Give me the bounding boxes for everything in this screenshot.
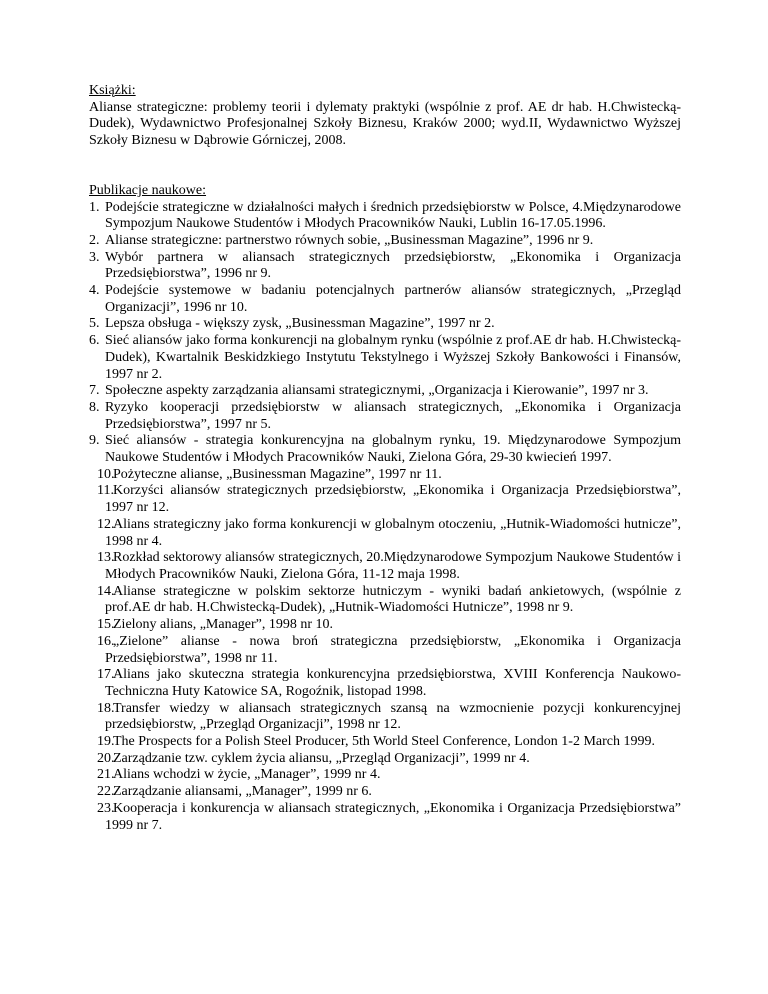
publication-item bbox=[89, 200, 681, 233]
publication-item bbox=[89, 433, 681, 466]
publication-text: Ryzyko kooperacji przedsiębiorstw w aliansach strategicznych, „Ekonomika i Organizacja Przedsiębiorstwa”, 1997 nr 5. bbox=[105, 399, 681, 432]
publication-number: 21. bbox=[97, 767, 115, 783]
publication-text: Alianse strategiczne w polskim sektorze hutniczym - wyniki badań ankietowych, (wspólnie z prof.AE dr hab. H.Chwistecką-Dudek), „Hutnik-Wiadomości Hutnicze”, 1998 nr 9. bbox=[105, 583, 681, 616]
publication-number: 10. bbox=[97, 466, 115, 482]
publication-text: Podejście systemowe w badaniu potencjalnych partnerów aliansów strategicznych, „Przegląd Organizacji”, 1996 nr 10. bbox=[105, 283, 681, 315]
publication-text: Wybór partnera w aliansach strategicznych przedsiębiorstw, „Ekonomika i Organizacja Przedsiębiorstwa”, 1996 nr 9. bbox=[105, 249, 681, 282]
publication-number: 22. bbox=[97, 784, 115, 800]
publication-item bbox=[89, 316, 681, 333]
publication-number: 1. bbox=[89, 199, 100, 215]
publication-number: 20. bbox=[97, 750, 115, 766]
publication-text: „Zielone” alianse - nowa broń strategiczna przedsiębiorstw, „Ekonomika i Organizacja Przedsiębiorstwa”, 1998 nr 11. bbox=[105, 633, 681, 666]
publication-number: 8. bbox=[89, 399, 100, 415]
publication-number: 12. bbox=[97, 516, 115, 532]
publication-item bbox=[89, 784, 681, 801]
publication-number: 14. bbox=[97, 583, 115, 599]
publication-item bbox=[89, 483, 681, 516]
publication-text: Zielony alians, „Manager”, 1998 nr 10. bbox=[113, 617, 334, 633]
publication-text: Sieć aliansów jako forma konkurencji na globalnym rynku (wspólnie z prof.AE dr hab. H.Chwistecką-Dudek), Kwartalnik Beskidzkiego Instytutu Tekstylnego i Wyższej Szkoły Bankowości i Finansów, 1997 nr 2. bbox=[105, 333, 681, 382]
publication-item bbox=[89, 250, 681, 283]
publication-text: Kooperacja i konkurencja w aliansach strategicznych, „Ekonomika i Organizacja Przedsiębiorstwa” 1999 nr 7. bbox=[105, 800, 681, 833]
publication-item bbox=[89, 383, 681, 400]
publication-number: 9. bbox=[89, 433, 100, 449]
document-page bbox=[89, 83, 681, 834]
publication-item bbox=[89, 400, 681, 433]
publication-number: 17. bbox=[97, 667, 115, 683]
publication-text: Podejście strategiczne w działalności małych i średnich przedsiębiorstw w Polsce, 4.Międzynarodowe Sympozjum Naukowe Studentów i Młodych Pracowników Nauki, Lublin 16-17.05.1996. bbox=[105, 199, 681, 232]
publication-text: Zarządzanie aliansami, „Manager”, 1999 nr 6. bbox=[113, 784, 372, 800]
publication-item bbox=[89, 801, 681, 834]
publication-number: 2. bbox=[89, 232, 100, 248]
publication-item bbox=[89, 283, 681, 316]
publication-text: Alians wchodzi w życie, „Manager”, 1999 nr 4. bbox=[113, 767, 381, 783]
publication-number: 15. bbox=[97, 617, 115, 633]
publication-text: Sieć aliansów - strategia konkurencyjna na globalnym rynku, 19. Międzynarodowe Sympozjum Naukowe Studentów i Młodych Pracowników Nauki, Zielona Góra, 29-30 kwiecień 1997. bbox=[105, 433, 681, 466]
books-heading: Książki: bbox=[89, 83, 136, 98]
publication-item bbox=[89, 701, 681, 734]
publication-number: 11. bbox=[97, 483, 114, 499]
publication-item bbox=[89, 233, 681, 250]
publication-number: 16. bbox=[97, 633, 115, 649]
publication-text: Rozkład sektorowy aliansów strategicznych, 20.Międzynarodowe Sympozjum Naukowe Studentów i Młodych Pracowników Nauki, Zielona Góra, 11-12 maja 1998. bbox=[105, 550, 681, 582]
section-spacer bbox=[89, 150, 681, 183]
publication-number: 23. bbox=[97, 800, 115, 816]
publication-text: Alians strategiczny jako forma konkurencji w globalnym otoczeniu, „Hutnik-Wiadomości hutnicze”, 1998 nr 4. bbox=[105, 516, 681, 549]
publication-item bbox=[89, 333, 681, 383]
publication-item bbox=[89, 617, 681, 634]
publication-number: 13. bbox=[97, 550, 115, 566]
publication-item bbox=[89, 550, 681, 583]
publication-number: 5. bbox=[89, 316, 100, 332]
publication-item bbox=[89, 584, 681, 617]
publications-heading: Publikacje naukowe: bbox=[89, 182, 207, 198]
publication-item bbox=[89, 517, 681, 550]
publication-text: Pożyteczne alianse, „Businessman Magazine”, 1997 nr 11. bbox=[113, 466, 442, 482]
publication-number: 6. bbox=[89, 333, 100, 349]
publication-number: 18. bbox=[97, 700, 115, 716]
publication-number: 4. bbox=[89, 283, 100, 299]
publication-text: Zarządzanie tzw. cyklem życia aliansu, „Przegląd Organizacji”, 1999 nr 4. bbox=[113, 750, 530, 766]
publication-number: 7. bbox=[89, 383, 100, 399]
publication-text: Alianse strategiczne: partnerstwo równych sobie, „Businessman Magazine”, 1996 nr 9. bbox=[105, 232, 594, 248]
publication-item bbox=[89, 634, 681, 667]
publication-number: 3. bbox=[89, 249, 100, 265]
publication-text: Transfer wiedzy w aliansach strategicznych szansą na wzmocnienie pozycji konkurencyjnej przedsiębiorstw, „Przegląd Organizacji”, 1998 nr 12. bbox=[105, 700, 681, 733]
publication-text: Alians jako skuteczna strategia konkurencyjna przedsiębiorstwa, XVIII Konferencja Naukowo-Techniczna Huty Katowice SA, Rogoźnik, listopad 1998. bbox=[105, 667, 681, 699]
books-entry: Alianse strategiczne: problemy teorii i dylematy praktyki (wspólnie z prof. AE dr hab. H.Chwistecką-Dudek), Wydawnictwo Profesjonalnej Szkoły Biznesu, Kraków 2000; wyd.II, Wydawnictwo Wyższej Szkoły Biznesu w Dąbrowie Górniczej, 2008. bbox=[89, 99, 681, 149]
publications-list bbox=[89, 200, 681, 835]
publication-text: Korzyści aliansów strategicznych przedsiębiorstw, „Ekonomika i Organizacja Przedsiębiorstwa”, 1997 nr 12. bbox=[105, 483, 681, 516]
publication-text: The Prospects for a Polish Steel Producer, 5th World Steel Conference, London 1-2 March 1999. bbox=[113, 734, 655, 750]
publication-item bbox=[89, 467, 681, 484]
publication-number: 19. bbox=[97, 734, 115, 750]
publication-item bbox=[89, 667, 681, 700]
publication-text: Lepsza obsługa - większy zysk, „Businessman Magazine”, 1997 nr 2. bbox=[105, 316, 495, 332]
publication-item bbox=[89, 751, 681, 768]
publication-text: Społeczne aspekty zarządzania aliansami strategicznymi, „Organizacja i Kierowanie”, 1997 nr 3. bbox=[105, 383, 649, 399]
publication-item bbox=[89, 734, 681, 751]
publication-item bbox=[89, 767, 681, 784]
